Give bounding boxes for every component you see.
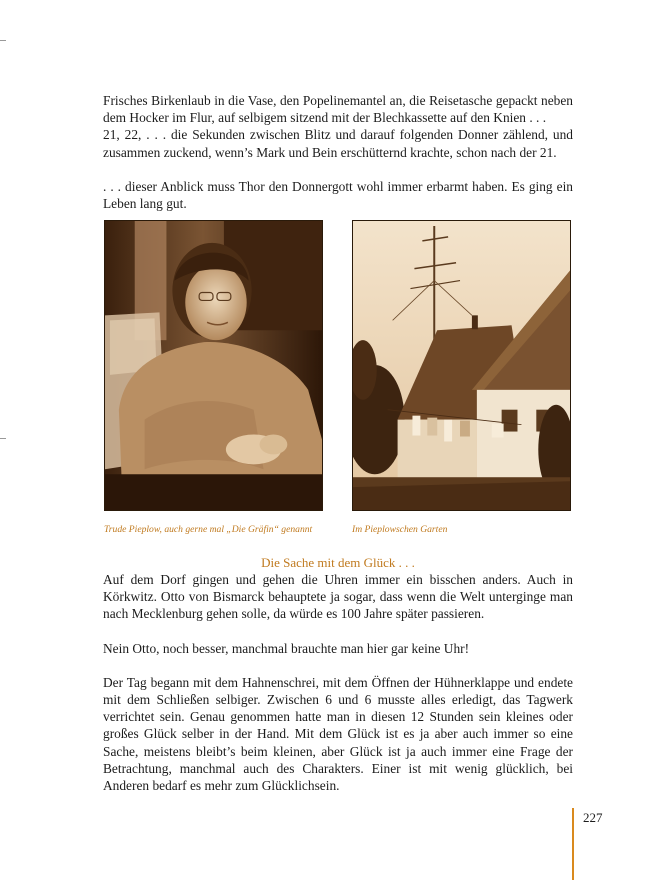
paragraph-2: 21, 22, . . . die Sekunden zwischen Blitz und darauf folgenden Donner zählend, und zusammen zuckend, wenn’s Mark und Bein erschütternd krachte, schon nach der 21. bbox=[103, 127, 573, 160]
body-text bbox=[103, 571, 573, 794]
paragraph-4: Auf dem Dorf gingen und gehen die Uhren immer ein bisschen anders. Auch in Körkwitz. Otto von Bismarck behauptete ja sogar, dass wenn die Welt unterginge man nach Mecklenburg gehen solle, da würde es 100 Jahre später passieren. bbox=[103, 572, 573, 622]
paragraph-3: . . . dieser Anblick muss Thor den Donnergott wohl immer erbarmt haben. Es ging ein Leben lang gut. bbox=[103, 178, 573, 212]
paragraph-1: Frisches Birkenlaub in die Vase, den Popelinemantel an, die Reisetasche gepackt neben dem Hocker im Flur, auf selbigem sitzend mit der Blechkassette auf den Knien . . . bbox=[103, 93, 573, 126]
portrait-caption: Trude Pieplow, auch gerne mal „Die Gräfin“ genannt bbox=[104, 524, 313, 535]
crop-mark-top bbox=[0, 40, 6, 41]
paragraph-5: Nein Otto, noch besser, manchmal brauchte man hier gar keine Uhr! bbox=[103, 640, 470, 656]
section-heading: Die Sache mit dem Glück . . . bbox=[261, 555, 415, 570]
garden-caption: Im Pieplowschen Garten bbox=[352, 524, 448, 535]
page-number: 227 bbox=[583, 810, 603, 825]
page-rule bbox=[572, 808, 574, 880]
paragraph-6: Der Tag begann mit dem Hahnenschrei, mit dem Öffnen der Hühnerklappe und endete mit dem Schließen selbiger. Zwischen 6 und 6 musste alles erledigt, das Tagwerk verrichtet sein. Genau genommen hatte man in diesen 12 Stunden sein kleines oder großes Glück selber in der Hand. Mit dem Glück ist es ja aber auch immer so eine Sache, meistens bleibt’s beim kleinen, aber Glück ist ja auch immer eine Frage der Betrachtung, manchmal auch des Charakters. Einer ist mit wenig glücklich, bei Anderen bedarf es mehr zum Glücklichsein. bbox=[103, 674, 573, 794]
intro-text bbox=[103, 92, 573, 212]
garden-photo bbox=[352, 220, 571, 511]
crop-mark-middle bbox=[0, 438, 6, 439]
portrait-photo bbox=[104, 220, 323, 511]
